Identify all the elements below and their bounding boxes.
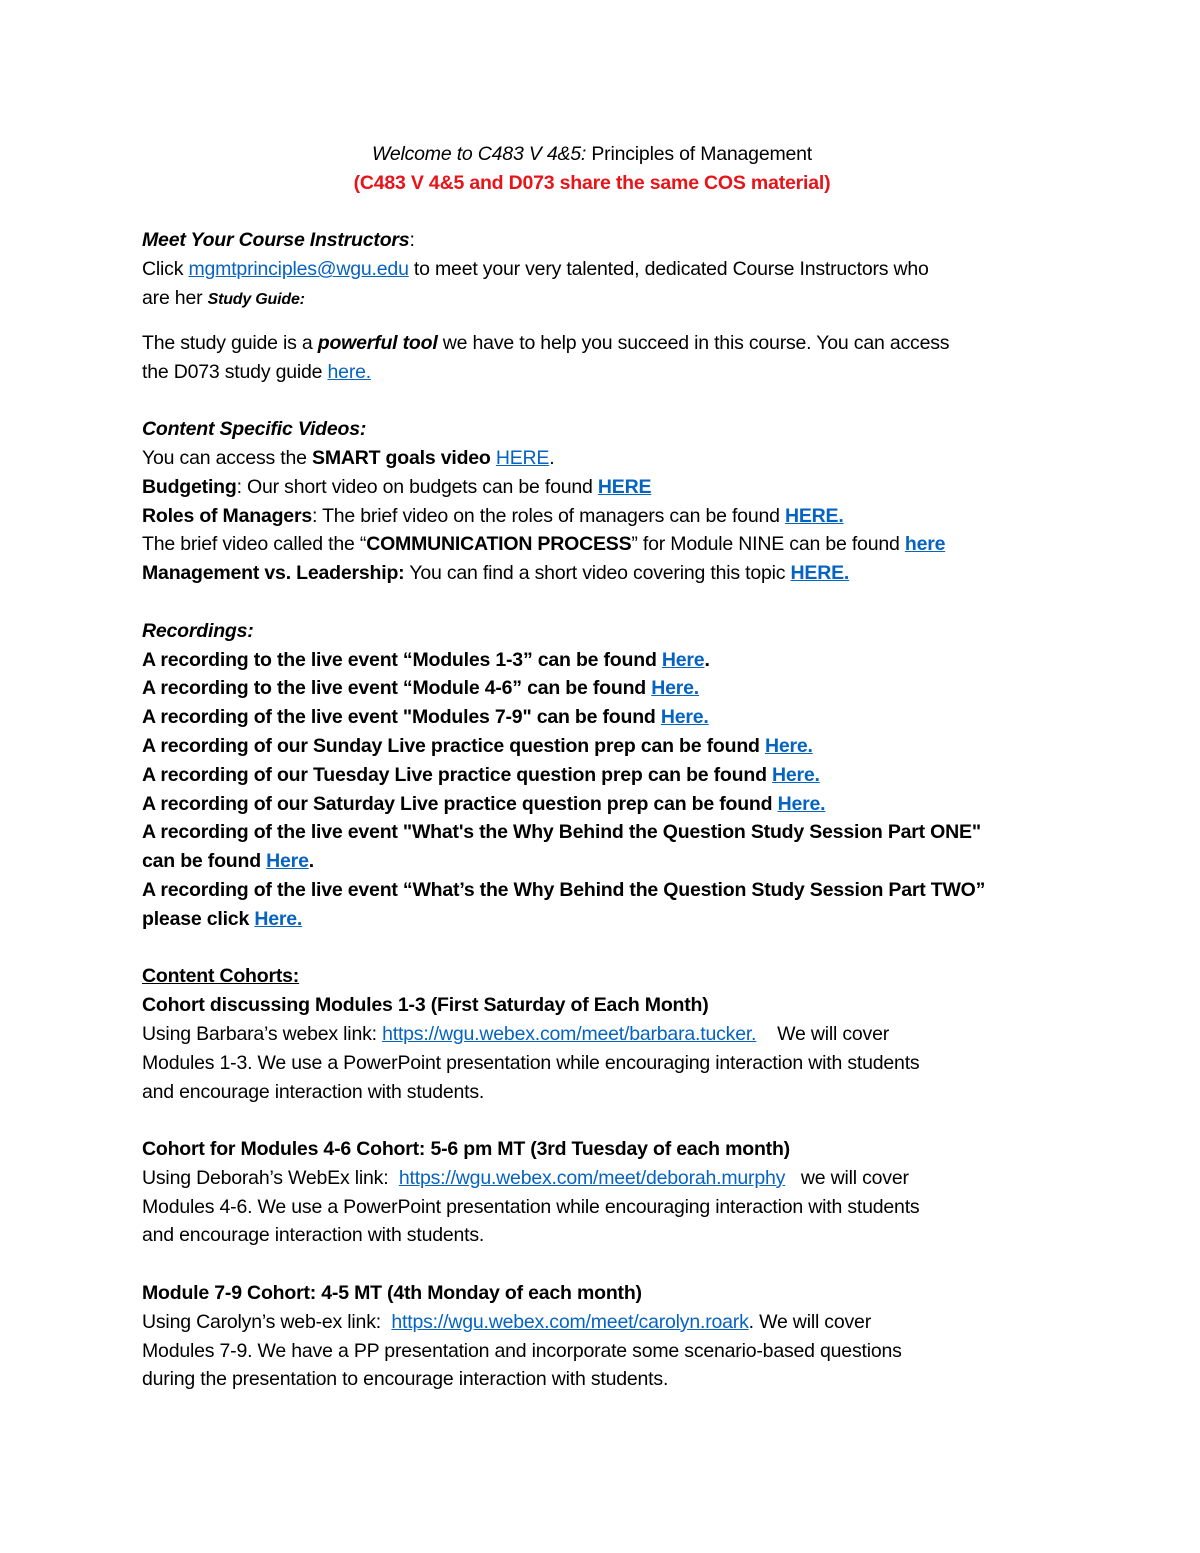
study-guide-link[interactable]: here.: [327, 360, 371, 383]
budgeting-line: Budgeting: Our short video on budgets can be found HERE: [142, 475, 652, 498]
cohort-2-webex-link[interactable]: https://wgu.webex.com/meet/deborah.murphy: [398, 1166, 786, 1189]
management-leadership-video-link[interactable]: HERE.: [790, 562, 850, 585]
smart-goals-line: You can access the SMART goals video HERE.: [142, 446, 555, 469]
recording-item: A recording of the live event "Modules 7-9" can be found Here.: [142, 706, 709, 729]
recording-item: A recording of our Sunday Live practice question prep can be found Here.: [142, 734, 813, 757]
powerful-tool-emphasis: powerful tool: [317, 331, 438, 354]
recording-saturday-link[interactable]: Here.: [777, 792, 826, 815]
instructors-line-2: are her Study Guide:: [142, 286, 305, 309]
cohort-1-line-2: Modules 1-3. We use a PowerPoint presentation while encouraging interaction with students: [142, 1051, 920, 1074]
cohort-3-webex-link[interactable]: https://wgu.webex.com/meet/carolyn.roark: [391, 1310, 749, 1333]
roles-of-managers-video-link[interactable]: HERE.: [784, 504, 844, 527]
cohort-3-title: Module 7-9 Cohort: 4-5 MT (4th Monday of each month): [142, 1282, 642, 1305]
cohort-1-webex-link[interactable]: https://wgu.webex.com/meet/barbara.tucker.: [382, 1022, 757, 1045]
recording-why-part-one-link[interactable]: Here: [266, 850, 309, 873]
communication-process-line: The brief video called the “COMMUNICATION PROCESS” for Module NINE can be found here: [142, 533, 946, 556]
recording-modules-7-9-link[interactable]: Here.: [660, 706, 709, 729]
recording-item: A recording to the live event “Modules 1-3” can be found Here.: [142, 648, 710, 671]
recording-modules-1-3-link[interactable]: Here: [661, 648, 705, 671]
smart-goals-video-link[interactable]: HERE: [495, 446, 550, 469]
recordings-heading: Recordings:: [142, 619, 254, 642]
study-guide-label: Study Guide:: [207, 290, 305, 308]
recording-item: A recording to the live event “Module 4-6” can be found Here.: [142, 677, 700, 700]
recording-why-part-two-link[interactable]: Here.: [254, 907, 303, 930]
title-course-code: Welcome to C483 V 4&5:: [371, 143, 587, 165]
cohort-2-line-3: and encourage interaction with students.: [142, 1224, 485, 1247]
recording-item: A recording of the live event "What's the Why Behind the Question Study Session Part ONE": [142, 821, 981, 844]
management-vs-leadership-line: Management vs. Leadership: You can find a short video covering this topic HERE.: [142, 562, 850, 585]
instructors-line-1: Click mgmtprinciples@wgu.edu to meet your very talented, dedicated Course Instructors who: [142, 258, 929, 281]
cohort-1-line-3: and encourage interaction with students.: [142, 1080, 485, 1103]
videos-heading: Content Specific Videos:: [142, 418, 367, 441]
study-guide-line-1: The study guide is a powerful tool we have to help you succeed in this course. You can access: [142, 331, 950, 354]
cohort-3-line-3: during the presentation to encourage interaction with students.: [142, 1368, 669, 1391]
communication-video-link[interactable]: here: [904, 533, 946, 556]
cohort-1-title: Cohort discussing Modules 1-3 (First Saturday of Each Month): [142, 994, 709, 1017]
recording-item: A recording of our Saturday Live practice question prep can be found Here.: [142, 792, 826, 815]
cohort-2-line-1: Using Deborah’s WebEx link: https://wgu.webex.com/meet/deborah.murphy we will cover: [142, 1166, 909, 1189]
roles-of-managers-line: Roles of Managers: The brief video on the roles of managers can be found HERE.: [142, 504, 844, 527]
recording-item: A recording of the live event “What’s the Why Behind the Question Study Session Part TWO”: [142, 878, 986, 901]
cohorts-heading: Content Cohorts:: [142, 965, 300, 988]
recording-tuesday-link[interactable]: Here.: [772, 763, 820, 786]
title-course-name: Principles of Management: [586, 143, 813, 165]
cohort-2-line-2: Modules 4-6. We use a PowerPoint presentation while encouraging interaction with students: [142, 1195, 920, 1218]
recording-item-cont: can be found Here.: [142, 850, 314, 873]
page-subtitle: (C483 V 4&5 and D073 share the same COS material): [353, 171, 831, 194]
instructors-heading: Meet Your Course Instructors:: [142, 229, 415, 252]
recording-item: A recording of our Tuesday Live practice question prep can be found Here.: [142, 763, 820, 786]
cohort-1-line-1: Using Barbara’s webex link: https://wgu.webex.com/meet/barbara.tucker. We will cover: [142, 1022, 890, 1045]
budgeting-video-link[interactable]: HERE: [597, 475, 652, 498]
study-guide-line-2: the D073 study guide here.: [142, 360, 371, 383]
cohort-2-title: Cohort for Modules 4-6 Cohort: 5-6 pm MT (3rd Tuesday of each month): [142, 1138, 790, 1161]
recording-item-cont: please click Here.: [142, 907, 303, 930]
instructors-email-link[interactable]: mgmtprinciples@wgu.edu: [188, 258, 409, 281]
cohort-3-line-2: Modules 7-9. We have a PP presentation and incorporate some scenario-based questions: [142, 1339, 902, 1362]
page-title: [142, 140, 1042, 169]
document-page: [142, 140, 1042, 1394]
cohort-3-line-1: Using Carolyn’s web-ex link: https://wgu.webex.com/meet/carolyn.roark. We will cover: [142, 1310, 871, 1333]
recording-modules-4-6-link[interactable]: Here.: [651, 677, 700, 700]
recording-sunday-link[interactable]: Here.: [764, 734, 813, 757]
